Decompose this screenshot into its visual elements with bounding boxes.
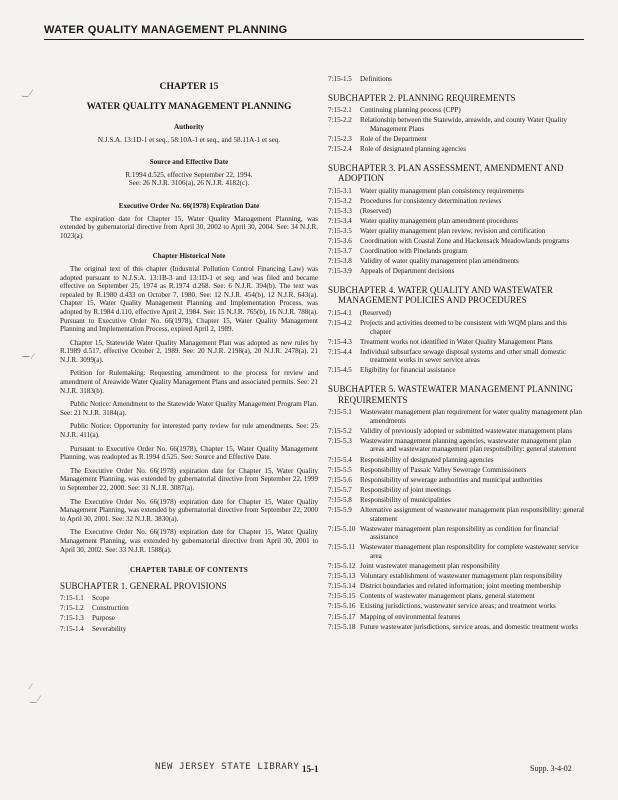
toc-entry-number: 7:15-5.16 <box>328 602 356 611</box>
history-paragraph: Public Notice: Amendment to the Statewide Water Quality Management Program Plan. See: 21 N.J.R. 3184(a). <box>60 400 318 417</box>
toc-entry-text: Role of designated planning agencies <box>360 144 466 153</box>
toc-entry-text: Wastewater management plan responsibility as condition for financial assistance <box>360 524 559 542</box>
toc-entry <box>328 116 586 133</box>
toc-entry <box>328 427 586 436</box>
authority-heading: Authority <box>174 123 204 131</box>
right-column <box>328 75 586 633</box>
toc-entry-text: Purpose <box>92 614 115 623</box>
toc-entry <box>328 408 586 425</box>
toc-entry-number: 7:15-5.15 <box>328 592 356 601</box>
toc-entry <box>328 496 586 505</box>
toc-entry-number: 7:15-5.10 <box>328 524 356 533</box>
toc-entry <box>328 309 586 318</box>
library-stamp: NEW JERSEY STATE LIBRARY <box>155 762 300 772</box>
toc-entry-text: Procedures for consistency determination reviews <box>360 196 502 205</box>
toc-entry <box>328 543 586 560</box>
history-paragraph: Chapter 15, Statewide Water Quality Management Plan was adopted as new rules by R.1989 d.517, effective October 2, 1989. See: 20 N.J.R. 2198(a), 20 N.J.R. 2478(a), 21 N.J.R. 3099(a). <box>60 338 318 364</box>
history-paragraph: The Executive Order No. 66(1978) expiration date for Chapter 15, Water Quality Management Planning, was extended by gubernatorial directive from September 22, 1999 to September 22, 2000. See: 31 N.J.R. 3087(a). <box>60 466 318 492</box>
toc-entry-number: 7:15-5.14 <box>328 582 356 591</box>
toc-entry-text: Voluntary establishment of wastewater management plan responsibility <box>360 572 563 581</box>
toc-entry-text: Responsibility of joint meetings <box>360 485 451 494</box>
toc-entry-number: 7:15-4.1 <box>328 308 352 317</box>
toc-entry-number: 7:15-1.1 <box>60 594 84 603</box>
toc-entry-number: 7:15-2.3 <box>328 134 352 143</box>
toc-entry-number: 7:15-4.2 <box>328 319 352 327</box>
exec-order-heading: Executive Order No. 66(1978) Expiration Date <box>118 201 260 210</box>
toc-entry-number: 7:15-5.17 <box>328 612 356 621</box>
toc-entry-text: Future wastewater jurisdictions, service areas, and domestic treatment works <box>360 622 578 631</box>
toc-entry-number: 7:15-3.1 <box>328 186 352 195</box>
toc-entry-text: Scope <box>92 594 110 603</box>
left-column <box>60 80 318 635</box>
toc-entry-text: Wastewater management plan responsibility for complete wastewater service area <box>360 543 579 560</box>
toc-entry-text: Projects and activities deemed to be consistent with WQM plans and this chapter <box>360 319 567 336</box>
toc-list <box>60 594 318 633</box>
toc-entry-number: 7:15-5.18 <box>328 622 356 631</box>
history-heading: Chapter Historical Note <box>152 252 226 261</box>
toc-entry <box>328 348 586 365</box>
toc-entry <box>328 623 586 632</box>
toc-entry-text: (Reserved) <box>360 308 392 317</box>
toc-entry-number: 7:15-3.9 <box>328 267 352 276</box>
toc-entry <box>60 614 318 623</box>
toc-entry <box>60 604 318 613</box>
toc-entry-text: Alternative assignment of wastewater management plan responsibility: general statement <box>360 506 584 523</box>
toc-entry <box>328 217 586 226</box>
toc-entry-number: 7:15-5.7 <box>328 485 352 494</box>
history-paragraph: The Executive Order No. 66(1978) expiration date for Chapter 15, Water Quality Management Planning, was extended by gubernatorial directive from September 22, 2000 to April 30, 2001. See: 32 N.J.R. 3830(a). <box>60 497 318 523</box>
subchapter-title: SUBCHAPTER 5. WASTEWATER MANAGEMENT PLANNING REQUIREMENTS <box>328 384 573 405</box>
toc-entry <box>328 106 586 115</box>
toc-entry-number: 7:15-1.2 <box>60 604 84 613</box>
toc-entry-number: 7:15-5.4 <box>328 455 352 464</box>
toc-entry-number: 7:15-3.6 <box>328 237 352 246</box>
toc-entry <box>328 613 586 622</box>
toc-entry-text: Validity of water quality management plan amendments <box>360 257 519 266</box>
toc-entry-number: 7:15-5.11 <box>328 543 356 552</box>
toc-entry <box>328 135 586 144</box>
toc-entry-text: Water quality management plan amendment procedures <box>360 216 518 225</box>
page-number: 15-1 <box>302 764 319 774</box>
toc-entry-text: Coordination with Pinelands program <box>360 247 467 256</box>
subchapter-title: SUBCHAPTER 3. PLAN ASSESSMENT, AMENDMENT AND ADOPTION <box>328 162 564 184</box>
toc-entry <box>328 75 586 84</box>
toc-entry-text: Wastewater management planning agencies, wastewater management plan areas and wastewater management plan responsibility: general statement <box>360 436 577 454</box>
toc-entry <box>328 366 586 375</box>
toc-entry-number: 7:15-3.3 <box>328 206 352 215</box>
toc-entry-number: 7:15-5.13 <box>328 572 356 581</box>
toc-subchapters <box>328 93 586 632</box>
toc-entry-text: Treatment works not identified in Water Quality Management Plans <box>360 337 553 346</box>
toc-entry-number: 7:15-5.5 <box>328 465 352 474</box>
toc-entry <box>328 582 586 591</box>
toc-entry-text: Responsibility of Passaic Valley Sewerage Commissioners <box>360 465 527 474</box>
source-line: R.1994 d.525, effective September 22, 1994. <box>125 170 253 179</box>
toc-entry <box>328 145 586 154</box>
toc-entry-text: Severability <box>92 624 127 633</box>
source-line: See: 26 N.J.R. 3106(a), 26 N.J.R. 4182(c). <box>128 179 250 188</box>
toc-entry-number: 7:15-1.5 <box>328 75 352 83</box>
history-paragraph: Pursuant to Executive Order No. 66(1978), Chapter 15, Water Quality Management Planning, was readopted as R.1994 d.525. See: Source and Effective Date. <box>60 444 318 462</box>
toc-entry-number: 7:15-3.8 <box>328 257 352 266</box>
margin-mark: ‿ ⁄ <box>30 694 40 703</box>
toc-entry <box>328 572 586 581</box>
header-rule <box>44 39 584 40</box>
toc-entry-number: 7:15-5.8 <box>328 495 352 504</box>
toc-entry <box>60 594 318 603</box>
toc-entry-text: Existing jurisdictions, wastewater service areas; and treatment works <box>360 602 556 611</box>
toc-entry-text: Contents of wastewater management plans, general statement <box>360 592 535 601</box>
toc-entry-text: Responsibility of sewerage authorities and municipal authorities <box>360 475 543 484</box>
subchapter-title: SUBCHAPTER 4. WATER QUALITY AND WASTEWATER MANAGEMENT POLICIES AND PROCEDURES <box>328 284 553 306</box>
toc-entry <box>328 247 586 256</box>
toc-entry-number: 7:15-5.12 <box>328 562 356 571</box>
toc-entry <box>328 466 586 475</box>
toc-entry <box>328 187 586 196</box>
toc-heading: CHAPTER TABLE OF CONTENTS <box>129 566 249 575</box>
toc-entry <box>328 207 586 216</box>
supplement-date: Supp. 3-4-02 <box>530 764 572 773</box>
toc-entry-number: 7:15-3.5 <box>328 226 352 235</box>
source-heading: Source and Effective Date <box>149 158 229 167</box>
toc-entry-number: 7:15-5.2 <box>328 426 352 435</box>
toc-entry <box>328 319 586 336</box>
toc-entry <box>328 267 586 276</box>
toc-entry-text: Continuing planning process (CPP) <box>360 106 461 115</box>
toc-entry-text: District boundaries and related information; joint meeting membership <box>360 582 561 591</box>
toc-entry <box>328 227 586 236</box>
history-paragraph: Petition for Rulemaking: Requesting amendment to the process for review and amendment of Areawide Water Quality Management Plans and associated permits. See: 21 N.J.R. 3183(b). <box>60 369 318 395</box>
toc-entry-number: 7:15-3.4 <box>328 216 352 225</box>
toc-entry-number: 7:15-1.3 <box>60 614 84 623</box>
toc-entry <box>60 625 318 634</box>
toc-entry <box>328 237 586 246</box>
toc-entry <box>328 506 586 523</box>
toc-entry-number: 7:15-2.4 <box>328 144 352 153</box>
chapter-title: WATER QUALITY MANAGEMENT PLANNING <box>86 102 292 112</box>
toc-entry-number: 7:15-5.6 <box>328 475 352 484</box>
history-paragraph: Public Notice: Opportunity for interested party review for rule amendments. See: 25 N.J.R. 411(a). <box>60 422 318 440</box>
toc-entry-text: Wastewater management plan requirement for water quality management plan amendments <box>360 408 583 425</box>
toc-entry <box>328 486 586 495</box>
toc-entry-number: 7:15-3.7 <box>328 247 352 256</box>
authority-text: N.J.S.A. 13:1D-1 et seq., 58:10A-1 et seq., and 58.11A-1 et seq. <box>97 135 281 144</box>
margin-mark: ‿ ⁄ <box>22 88 32 97</box>
toc-entry <box>328 525 586 542</box>
margin-mark: ⁄ <box>30 682 32 691</box>
toc-entry-text: Responsibility of municipalities <box>360 495 451 504</box>
subchapter-title: SUBCHAPTER 2. PLANNING REQUIREMENTS <box>328 92 516 103</box>
toc-entry-number: 7:15-1.4 <box>60 624 84 633</box>
toc-entry <box>328 197 586 206</box>
toc-entry-text: Joint wastewater management plan responsibility <box>360 562 500 571</box>
toc-entry-text: Construction <box>92 604 129 613</box>
toc-entry <box>328 562 586 571</box>
toc-entry-number: 7:15-4.4 <box>328 347 352 356</box>
history-paragraph: The original text of this chapter (Industrial Pollution Control Financing Law) was adopted pursuant to N.J.S.A. 13:1B-3 and 13:1D-1 et seq. and was filed and became effective on September 25, 1974 as R.1974 d.268. See: 6 N.J.R. 394(b). The text was repealed by R.1980 d.433 on October 7, 1980. See: 12 N.J.R. 454(b), 12 N.J.R. 643(a). Chapter 15, Water Quality Management Planning and Implementation Process, was adopted by R.1984 d.110, effective April 2, 1984. See: 15 N.J.R. 765(b), 16 N.J.R. 788(a). Pursuant to Executive Order No. 66(1978), Chapter 15, Water Quality Management Planning and Implementation Process, expired April 2, 1989. <box>60 264 318 334</box>
toc-entry <box>328 456 586 465</box>
subchapter-title: SUBCHAPTER 1. GENERAL PROVISIONS <box>60 580 227 591</box>
toc-entry-text: Eligibility for financial assistance <box>360 366 456 375</box>
toc-entry-text: Water quality management plan consistency requirements <box>360 186 524 195</box>
toc-entry-text: Definitions <box>360 75 392 83</box>
toc-entry-number: 7:15-4.3 <box>328 337 352 346</box>
toc-entry-text: Appeals of Department decisions <box>360 267 455 276</box>
toc-entry-text: Responsibility of designated planning agencies <box>360 455 494 464</box>
toc-entry-text: Individual subsurface sewage disposal systems and other small domestic treatment works in sewer service areas <box>360 347 567 365</box>
toc-entry <box>328 602 586 611</box>
running-head: WATER QUALITY MANAGEMENT PLANNING <box>44 24 288 36</box>
toc-entry <box>328 257 586 266</box>
toc-entry-number: 7:15-4.5 <box>328 366 352 375</box>
toc-entry-number: 7:15-2.2 <box>328 116 352 125</box>
toc-entry-number: 7:15-5.3 <box>328 436 352 445</box>
toc-entry <box>328 476 586 485</box>
toc-entry <box>328 437 586 454</box>
toc-entry <box>328 592 586 601</box>
history-paragraph: The Executive Order No. 66(1978) expiration date for Chapter 15, Water Quality Management Planning, was extended by gubernatorial directive from April 30, 2001 to April 30, 2002. See: 33 N.J.R. 1588(a). <box>60 528 318 554</box>
toc-entry-text: Validity of previously adopted or submitted wastewater management plans <box>360 426 572 435</box>
toc-entry-text: Mapping of environmental features <box>360 612 461 621</box>
toc-entry-text: Water quality management plan review, revision and certification <box>360 226 546 235</box>
exec-order-text: The expiration date for Chapter 15, Water Quality Management Planning, was extended by gubernatorial directive from April 30, 2002 to April 30, 2004. See: 34 N.J.R. 1023(a). <box>60 214 318 240</box>
toc-entry-text: Role of the Department <box>360 134 427 143</box>
toc-entry-number: 7:15-5.1 <box>328 408 352 417</box>
toc-entry-number: 7:15-2.1 <box>328 106 352 115</box>
chapter-number: CHAPTER 15 <box>159 81 219 92</box>
margin-mark: ⁓ ⁄ <box>22 352 34 361</box>
toc-entry-text: Coordination with Coastal Zone and Hackensack Meadowlands programs <box>360 237 570 246</box>
toc-entry <box>328 338 586 347</box>
toc-entry-number: 7:15-3.2 <box>328 196 352 205</box>
toc-entry-text: Relationship between the Statewide, areawide, and county Water Quality Management Plans <box>360 116 567 133</box>
toc-entry-text: (Reserved) <box>360 206 392 215</box>
toc-entry-number: 7:15-5.9 <box>328 506 352 514</box>
